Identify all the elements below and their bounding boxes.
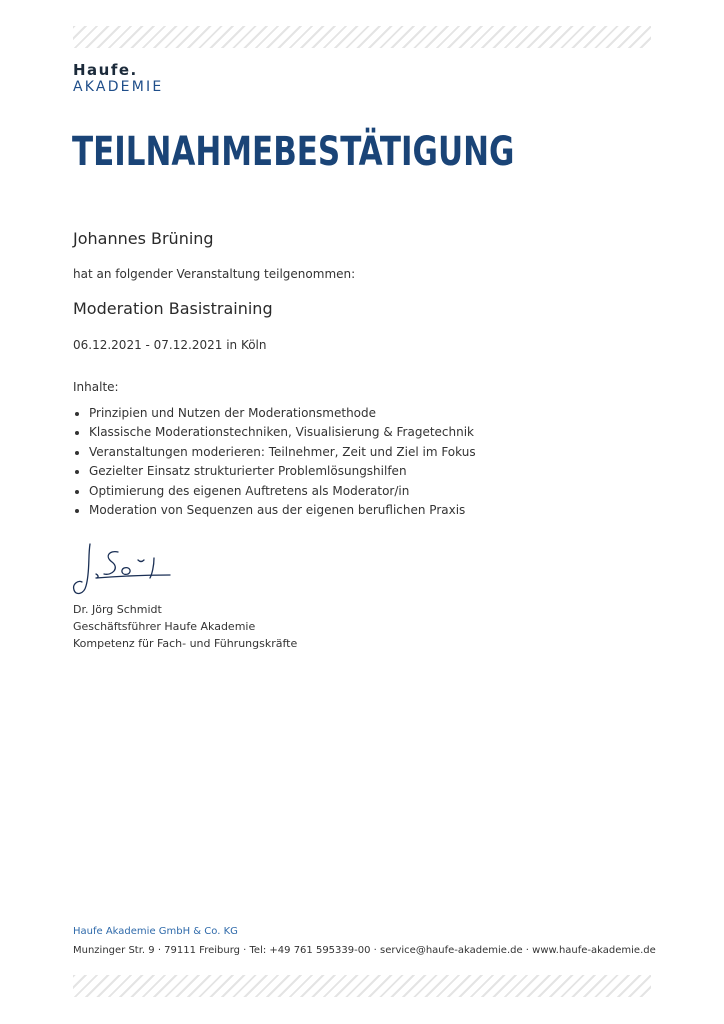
event-date-location: 06.12.2021 - 07.12.2021 in Köln xyxy=(73,338,267,352)
list-item: Gezielter Einsatz strukturierter Problemlösungshilfen xyxy=(73,462,476,481)
list-item: Optimierung des eigenen Auftretens als Moderator/in xyxy=(73,482,476,501)
contents-heading: Inhalte: xyxy=(73,380,119,394)
logo-line-haufe: Haufe. xyxy=(73,61,138,79)
decorative-stripe-bottom xyxy=(73,975,651,997)
participant-name: Johannes Brüning xyxy=(73,229,214,248)
intro-text: hat an folgender Veranstaltung teilgenommen: xyxy=(73,267,356,281)
footer-company: Haufe Akademie GmbH & Co. KG xyxy=(73,926,238,937)
signature-image xyxy=(66,538,176,600)
list-item: Moderation von Sequenzen aus der eigenen beruflichen Praxis xyxy=(73,501,476,520)
contents-list xyxy=(73,404,476,520)
page-title: TEILNAHMEBESTÄTIGUNG xyxy=(72,129,515,175)
haufe-akademie-logo xyxy=(73,63,213,95)
list-item: Klassische Moderationstechniken, Visualisierung & Fragetechnik xyxy=(73,423,476,442)
decorative-stripe-top xyxy=(73,26,651,48)
signer-block xyxy=(73,601,297,652)
list-item: Veranstaltungen moderieren: Teilnehmer, Zeit und Ziel im Fokus xyxy=(73,443,476,462)
event-title: Moderation Basistraining xyxy=(73,299,273,318)
footer-address: Munzinger Str. 9 · 79111 Freiburg · Tel: +49 761 595339-00 · service@haufe-akademie.de · www.haufe-akademie.de xyxy=(73,945,656,956)
list-item: Prinzipien und Nutzen der Moderationsmethode xyxy=(73,404,476,423)
signer-role: Geschäftsführer Haufe Akademie xyxy=(73,620,256,633)
signer-tagline: Kompetenz für Fach- und Führungskräfte xyxy=(73,637,298,650)
logo-line-akademie: AKADEMIE xyxy=(73,79,164,95)
signer-name: Dr. Jörg Schmidt xyxy=(73,603,162,616)
